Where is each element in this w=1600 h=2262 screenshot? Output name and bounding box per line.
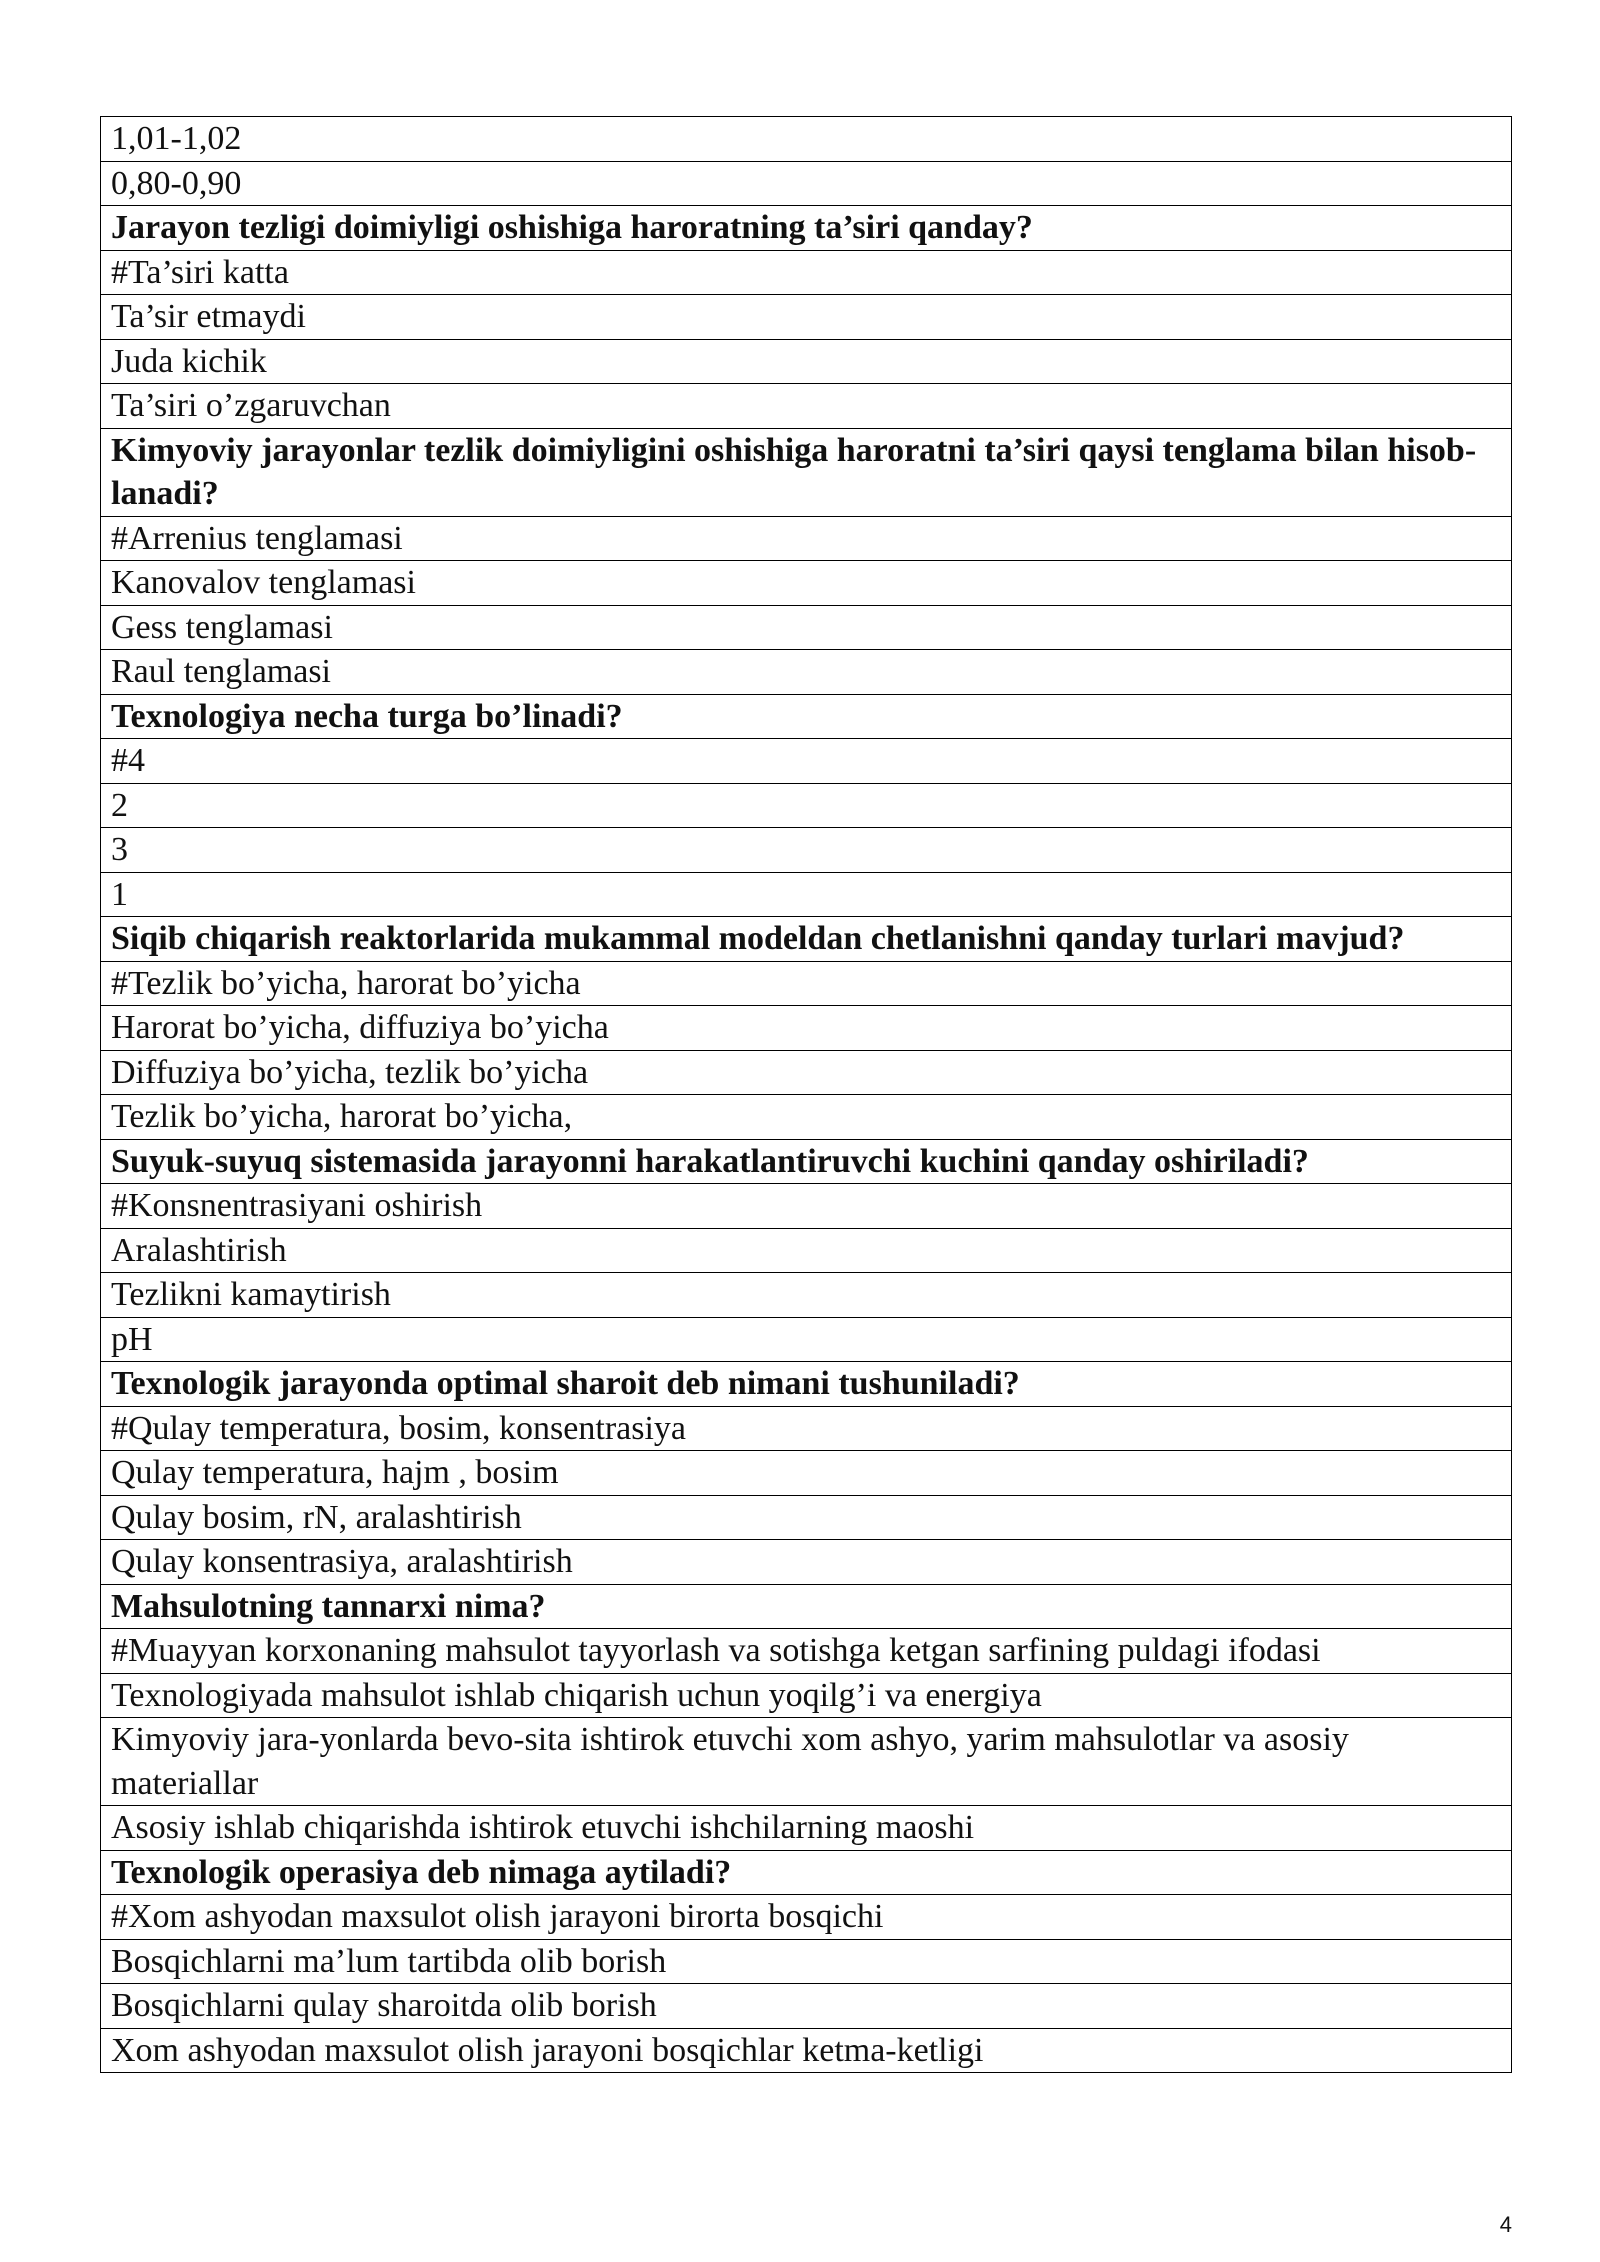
answer-option-text: #Tezlik bo’yicha, harorat bo’yicha (101, 961, 1512, 1006)
answer-option-text: Ta’sir etmaydi (101, 295, 1512, 340)
answer-option-text: Qulay konsentrasiya, aralashtirish (101, 1540, 1512, 1585)
answer-option-row (101, 1495, 1512, 1540)
question-row (101, 1584, 1512, 1629)
question-row (101, 428, 1512, 516)
answer-option-text: Juda kichik (101, 339, 1512, 384)
question-text: Suyuk-suyuq sistemasida jarayonni harakatlantiruvchi kuchini qanday oshiriladi? (101, 1139, 1512, 1184)
answer-option-row (101, 1806, 1512, 1851)
question-row (101, 1850, 1512, 1895)
question-row (101, 694, 1512, 739)
answer-option-row (101, 1540, 1512, 1585)
answer-option-row (101, 384, 1512, 429)
question-text: Texnologik jarayonda optimal sharoit deb nimani tushuniladi? (101, 1362, 1512, 1407)
answer-option-row (101, 961, 1512, 1006)
answer-option-row (101, 1050, 1512, 1095)
answer-option-row (101, 1317, 1512, 1362)
answer-option-row (101, 650, 1512, 695)
answer-option-row (101, 1406, 1512, 1451)
answer-option-row (101, 117, 1512, 162)
answer-option-row (101, 783, 1512, 828)
answer-option-text: Harorat bo’yicha, diffuziya bo’yicha (101, 1006, 1512, 1051)
answer-option-row (101, 828, 1512, 873)
answer-option-row (101, 605, 1512, 650)
answer-option-text: Asosiy ishlab chiqarishda ishtirok etuvchi ishchilarning maoshi (101, 1806, 1512, 1851)
answer-option-row (101, 1629, 1512, 1674)
answer-option-row (101, 1273, 1512, 1318)
answer-option-row (101, 1095, 1512, 1140)
answer-option-text: Bosqichlarni qulay sharoitda olib borish (101, 1984, 1512, 2029)
question-text: Siqib chiqarish reaktorlarida mukammal modeldan chetlanishni qanday turlari mavjud? (101, 917, 1512, 962)
answer-option-text: Aralashtirish (101, 1228, 1512, 1273)
answer-option-row (101, 872, 1512, 917)
answer-option-row (101, 1184, 1512, 1229)
question-table (100, 116, 1512, 2073)
answer-option-text: Bosqichlarni ma’lum tartibda olib borish (101, 1939, 1512, 1984)
answer-option-text: 0,80-0,90 (101, 161, 1512, 206)
question-row (101, 1139, 1512, 1184)
answer-option-text: #Ta’siri katta (101, 250, 1512, 295)
page-number: 4 (1499, 2212, 1512, 2237)
question-table-body (101, 117, 1512, 2073)
answer-option-row (101, 1006, 1512, 1051)
answer-option-text: #Arrenius tenglamasi (101, 516, 1512, 561)
answer-option-text: Diffuziya bo’yicha, tezlik bo’yicha (101, 1050, 1512, 1095)
answer-option-row (101, 2028, 1512, 2073)
answer-option-text: 2 (101, 783, 1512, 828)
answer-option-row (101, 161, 1512, 206)
question-text: Texnologik operasiya deb nimaga aytiladi? (101, 1850, 1512, 1895)
answer-option-text: #4 (101, 739, 1512, 784)
answer-option-text: pH (101, 1317, 1512, 1362)
question-row (101, 1362, 1512, 1407)
answer-option-text: #Qulay temperatura, bosim, konsentrasiya (101, 1406, 1512, 1451)
answer-option-text: 1,01-1,02 (101, 117, 1512, 162)
question-text: Mahsulotning tannarxi nima? (101, 1584, 1512, 1629)
answer-option-row (101, 1895, 1512, 1940)
answer-option-text: Raul tenglamasi (101, 650, 1512, 695)
answer-option-row (101, 1718, 1512, 1806)
question-text: Texnologiya necha turga bo’linadi? (101, 694, 1512, 739)
answer-option-text: #Muayyan korxonaning mahsulot tayyorlash va sotishga ketgan sarfining puldagi ifodasi (101, 1629, 1512, 1674)
answer-option-text: Kimyoviy jara-yonlarda bevo-sita ishtirok etuvchi xom ashyo, yarim mahsulotlar va asosiy materiallar (101, 1718, 1512, 1806)
answer-option-text: Qulay bosim, rN, aralashtirish (101, 1495, 1512, 1540)
answer-option-text: Qulay temperatura, hajm , bosim (101, 1451, 1512, 1496)
answer-option-row (101, 1939, 1512, 1984)
question-row (101, 917, 1512, 962)
answer-option-row (101, 1451, 1512, 1496)
question-row (101, 206, 1512, 251)
answer-option-text: Kanovalov tenglamasi (101, 561, 1512, 606)
answer-option-text: Texnologiyada mahsulot ishlab chiqarish uchun yoqilg’i va energiya (101, 1673, 1512, 1718)
question-text: Kimyoviy jarayonlar tezlik doimiyligini oshishiga haroratni ta’siri qaysi tenglama bilan hisob-lanadi? (101, 428, 1512, 516)
answer-option-text: Xom ashyodan maxsulot olish jarayoni bosqichlar ketma-ketligi (101, 2028, 1512, 2073)
answer-option-row (101, 516, 1512, 561)
answer-option-text: Tezlikni kamaytirish (101, 1273, 1512, 1318)
answer-option-text: Tezlik bo’yicha, harorat bo’yicha, (101, 1095, 1512, 1140)
answer-option-row (101, 739, 1512, 784)
answer-option-row (101, 1228, 1512, 1273)
answer-option-text: 3 (101, 828, 1512, 873)
answer-option-text: 1 (101, 872, 1512, 917)
answer-option-text: Ta’siri o’zgaruvchan (101, 384, 1512, 429)
answer-option-row (101, 561, 1512, 606)
question-text: Jarayon tezligi doimiyligi oshishiga haroratning ta’siri qanday? (101, 206, 1512, 251)
answer-option-text: #Xom ashyodan maxsulot olish jarayoni birorta bosqichi (101, 1895, 1512, 1940)
answer-option-text: #Konsnentrasiyani oshirish (101, 1184, 1512, 1229)
answer-option-text: Gess tenglamasi (101, 605, 1512, 650)
answer-option-row (101, 339, 1512, 384)
answer-option-row (101, 1673, 1512, 1718)
answer-option-row (101, 295, 1512, 340)
answer-option-row (101, 250, 1512, 295)
answer-option-row (101, 1984, 1512, 2029)
